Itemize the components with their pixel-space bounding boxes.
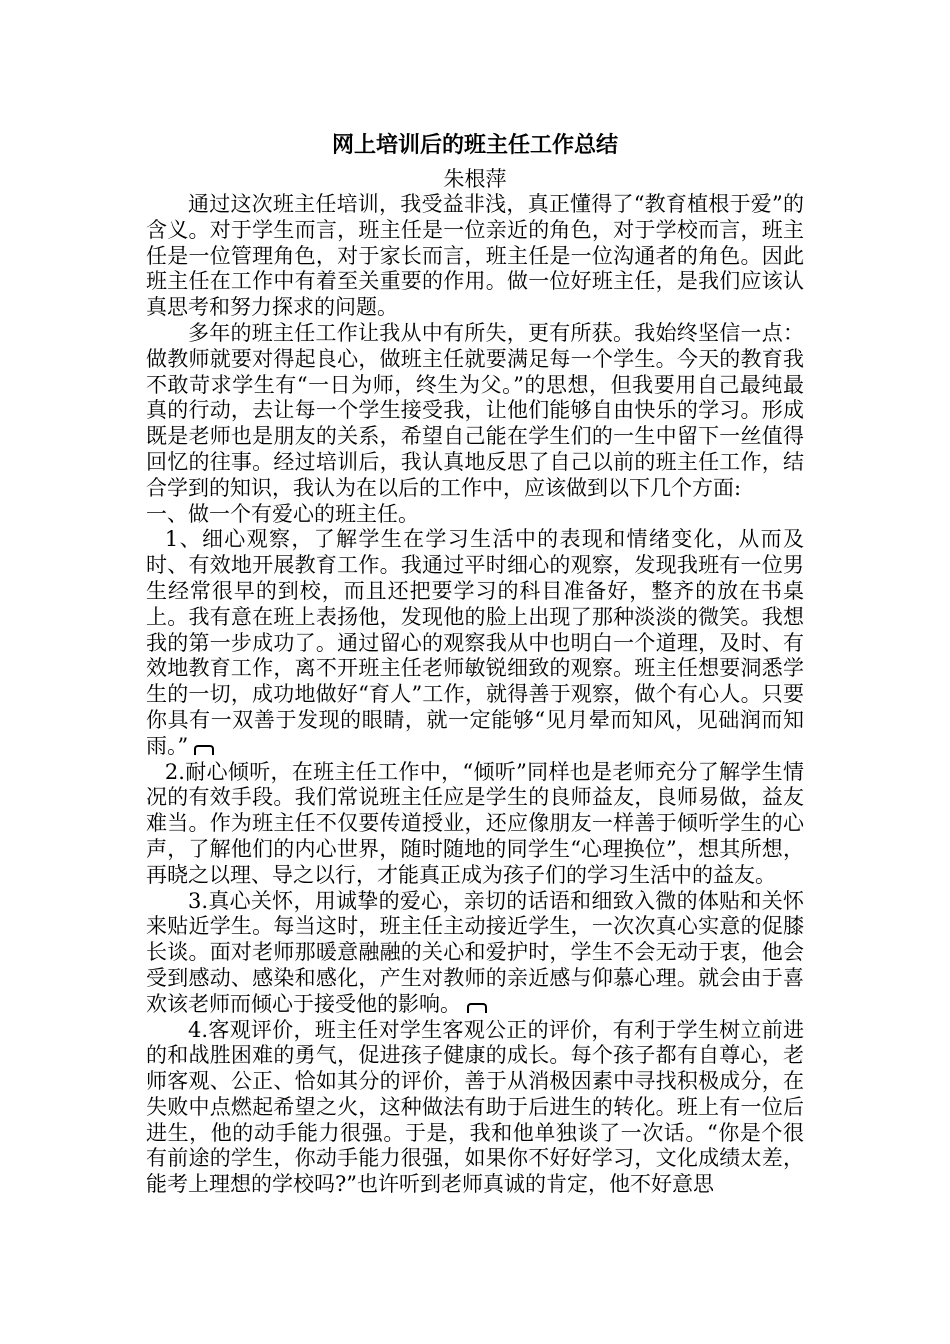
document-body <box>146 130 804 1198</box>
paragraph-text: 通过这次班主任培训，我受益非浅，真正懂得了“教育植根于爱”的含义。对于学生而言，班主任是一位亲近的角色，对于学校而言，班主任是一位管理角色，对于家长而言，班主任是一位沟通者的角色。因此班主任在工作中有着至关重要的作用。做一位好班主任，是我们应该认真思考和努力探求的问题。 <box>146 192 804 320</box>
paragraph-reflection <box>146 321 804 502</box>
paragraph-item-1 <box>146 527 804 759</box>
paragraph-item-4 <box>146 1018 804 1199</box>
document-title: 网上培训后的班主任工作总结 <box>331 132 618 158</box>
paragraph-text: 4.客观评价，班主任对学生客观公正的评价，有利于学生树立前进的和战胜困难的勇气，促进孩子健康的成长。每个孩子都有自尊心，老师客观、公正、恰如其分的评价，善于从消极因素中寻找积极成分，在失败中点燃起希望之火，这种做法有助于后进生的转化。班上有一位后进生，他的动手能力很强。于是，我和他单独谈了一次话。“你是个很有前途的学生，你动手能力很强，如果你不好好学习，文化成绩太差，能考上理想的学校吗?”也许听到老师真诚的肯定，他不好意思 <box>146 1017 804 1197</box>
section-heading-1 <box>146 502 804 528</box>
paragraph-text: 1、细心观察，了解学生在学习生活中的表现和情绪变化，从而及时、有效地开展教育工作。我通过平时细心的观察，发现我班有一位男生经常很早的到校，而且还把要学习的科目准备好，整齐的放在书桌上。我有意在班上表扬他，发现他的脸上出现了那种淡淡的微笑。我想我的第一步成功了。通过留心的观察我从中也明白一个道理，及时、有效地教育工作，离不开班主任老师敏锐细致的观察。班主任想要洞悉学生的一切，成功地做好“育人”工作，就得善于观察，做个有心人。只要你具有一双善于发现的眼睛，就一定能够“见月晕而知风，见础润而知雨。” <box>146 527 804 758</box>
paragraph-intro <box>146 192 804 321</box>
comment-mark-icon <box>467 1003 487 1013</box>
paragraph-text: 3.真心关怀，用诚挚的爱心，亲切的话语和细致入微的体贴和关怀来贴近学生。每当这时，班主任主动接近学生，一次次真心实意的促膝长谈。面对老师那暖意融融的关心和爱护时，学生不会无动于衷，他会受到感动、感染和感化，产生对教师的亲近感与仰慕心理。就会由于喜欢该老师而倾心于接受他的影响。 <box>146 888 804 1016</box>
comment-mark-icon <box>194 745 214 755</box>
paragraph-item-2 <box>146 760 804 889</box>
document-author: 朱根萍 <box>443 167 507 191</box>
section-heading-text: 一、做一个有爱心的班主任。 <box>146 501 419 526</box>
paragraph-text: 2.耐心倾听，在班主任工作中，“倾听”同样也是老师充分了解学生情况的有效手段。我们常说班主任应是学生的良师益友，良师易做，益友难当。作为班主任不仅要传道授业，还应像朋友一样善于倾听学生的心声，了解他们的内心世界，随时随地的同学生“心理换位”，想其所想，再晓之以理、导之以行，才能真正成为孩子们的学习生活中的益友。 <box>146 759 804 887</box>
paragraph-item-3 <box>146 889 804 1018</box>
paragraph-text: 多年的班主任工作让我从中有所失，更有所获。我始终坚信一点：做教师就要对得起良心，做班主任就要满足每一个学生。今天的教育我不敢苛求学生有“一日为师，终生为父。”的思想，但我要用自己最纯最真的行动，去让每一个学生接受我，让他们能够自由快乐的学习。形成既是老师也是朋友的关系，希望自己能在学生们的一生中留下一丝值得回忆的往事。经过培训后，我认真地反思了自己以前的班主任工作，结合学到的知识，我认为在以后的工作中，应该做到以下几个方面: <box>146 320 804 500</box>
